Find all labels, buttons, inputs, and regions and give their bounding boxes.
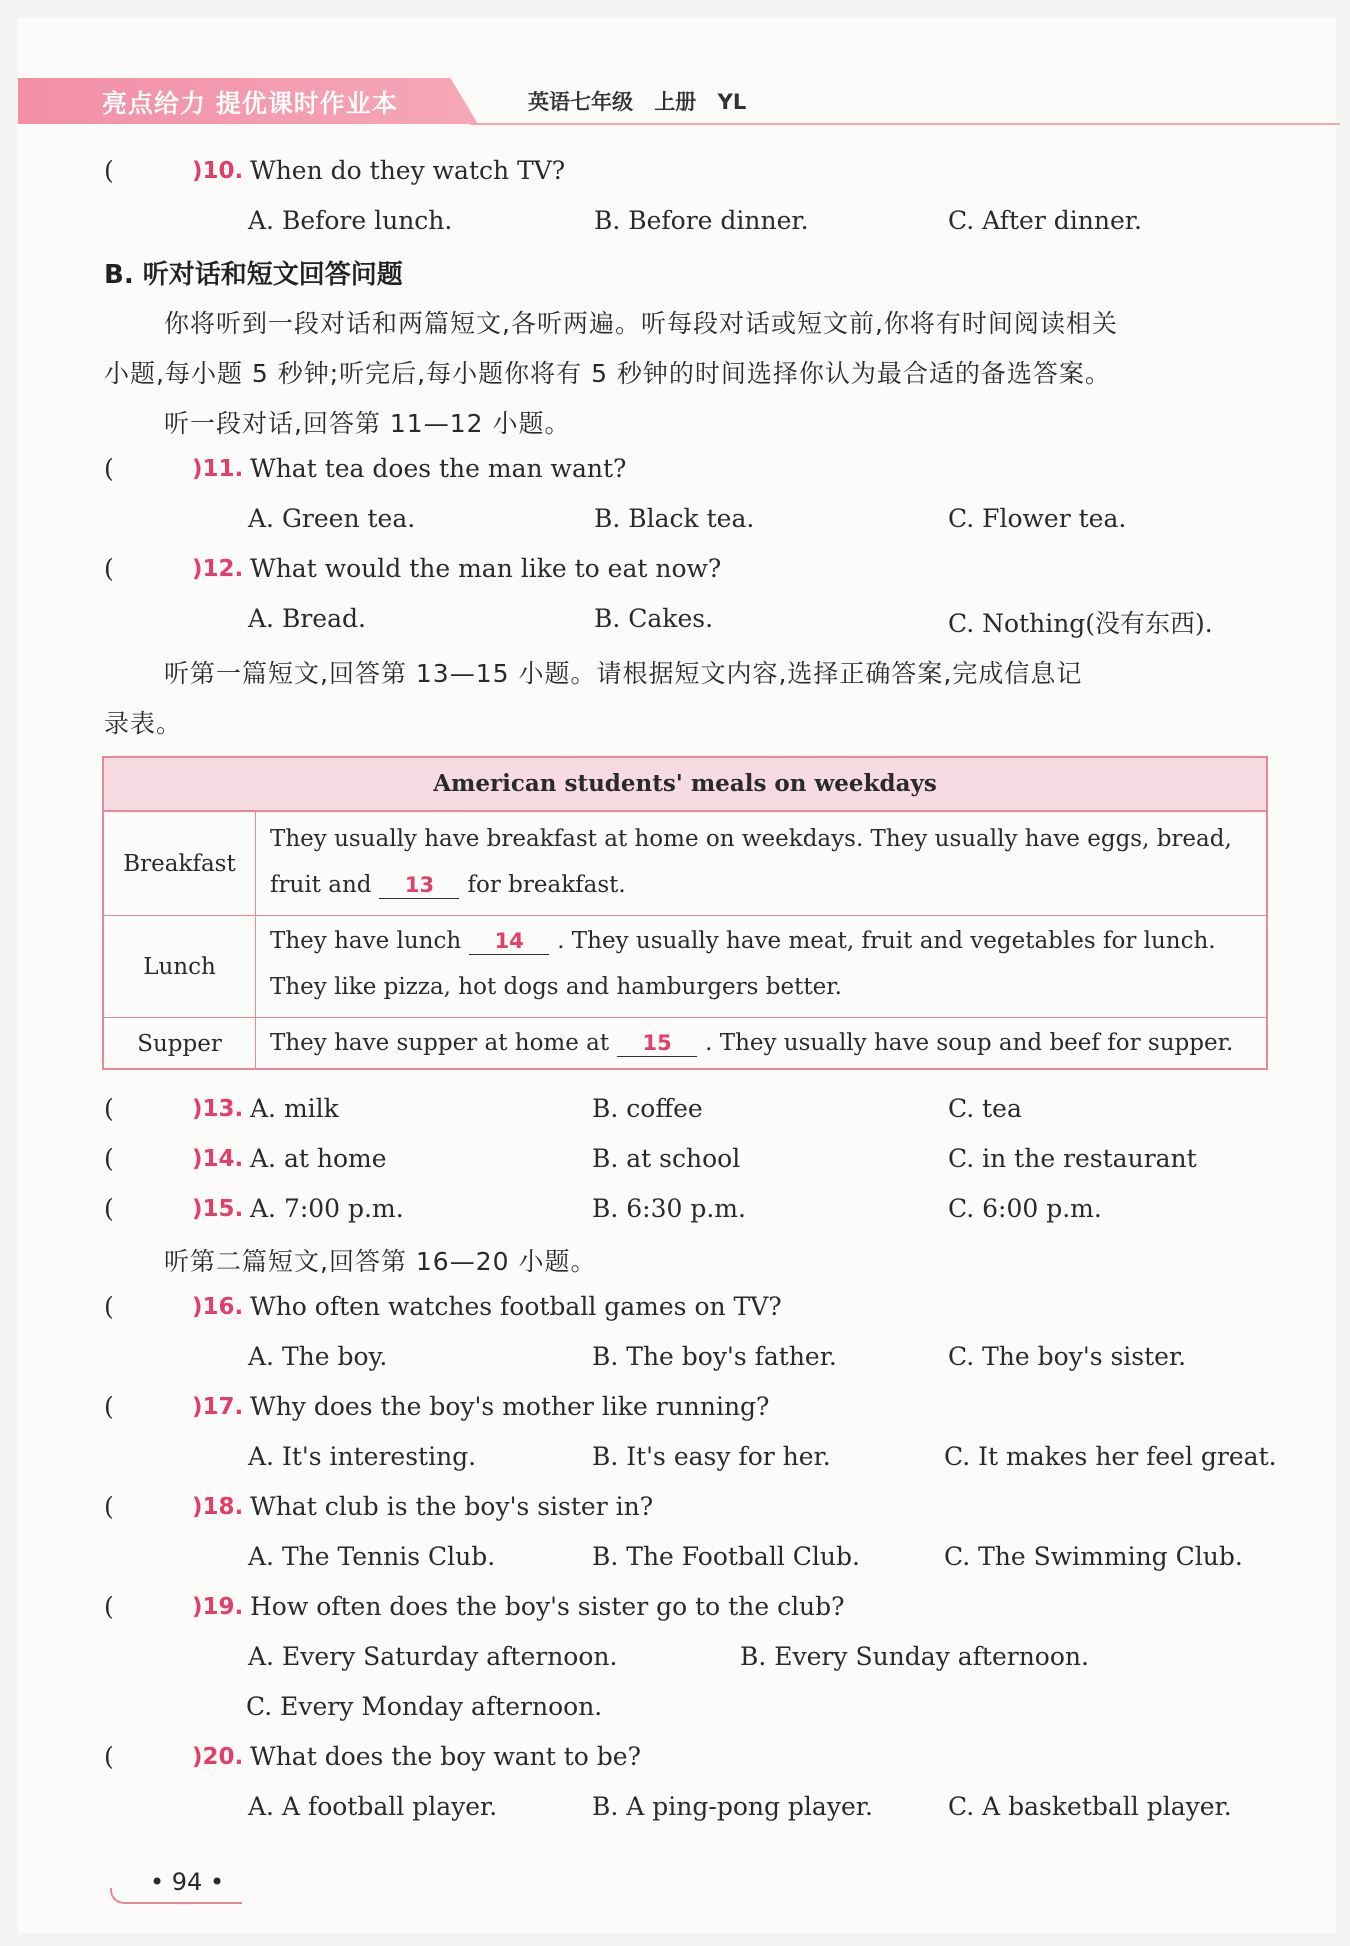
row-label: Lunch (104, 916, 256, 1017)
table-row-supper (104, 1018, 1266, 1070)
blank-14: 14 (469, 928, 549, 955)
passage2-intro: 听第二篇短文,回答第 16—20 小题。 (164, 1247, 597, 1276)
page-number: • 94 • (150, 1868, 225, 1896)
option-c: C. tea (948, 1094, 1022, 1123)
question-number: )11. (192, 456, 244, 482)
question-number: )14. (192, 1146, 244, 1172)
option-a: A. The boy. (248, 1342, 388, 1371)
blank-13: 13 (379, 872, 459, 899)
option-a: A. Every Saturday afternoon. (248, 1642, 618, 1671)
option-b: B. Cakes. (594, 604, 714, 633)
instructions-line-1: 你将听到一段对话和两篇短文,各听两遍。听每段对话或短文前,你将有时间阅读相关 (164, 309, 1118, 338)
option-a: A. Green tea. (248, 504, 416, 533)
option-a: A. It's interesting. (248, 1442, 477, 1471)
option-a: A. A football player. (248, 1792, 498, 1821)
option-b: B. The Football Club. (592, 1542, 860, 1571)
question-text: Why does the boy's mother like running? (250, 1392, 770, 1421)
question-number: )20. (192, 1744, 244, 1770)
question-text: How often does the boy's sister go to the club? (250, 1592, 845, 1621)
passage1-intro-line-1: 听第一篇短文,回答第 13—15 小题。请根据短文内容,选择正确答案,完成信息记 (164, 659, 1083, 688)
question-text: What would the man like to eat now? (250, 554, 722, 583)
question-number: )16. (192, 1294, 244, 1320)
answer-paren-open: ( (104, 1144, 114, 1173)
option-c: C. The boy's sister. (948, 1342, 1187, 1371)
option-a: A. 7:00 p.m. (250, 1194, 404, 1223)
option-b: B. A ping-pong player. (592, 1792, 873, 1821)
text-segment: fruit and (270, 872, 372, 898)
row-label: Supper (104, 1018, 256, 1070)
question-text: What tea does the man want? (250, 454, 627, 483)
instructions-line-2: 小题,每小题 5 秒钟;听完后,每小题你将有 5 秒钟的时间选择你认为最合适的备选答案。 (104, 359, 1111, 388)
text-segment: They have lunch (270, 928, 462, 954)
row-text (270, 928, 1216, 955)
option-b: B. Black tea. (594, 504, 755, 533)
answer-paren-open: ( (104, 1742, 114, 1771)
blank-15: 15 (617, 1030, 697, 1057)
dialog-intro: 听一段对话,回答第 11—12 小题。 (164, 409, 571, 438)
option-c: C. A basketball player. (948, 1792, 1232, 1821)
answer-paren-open: ( (104, 1292, 114, 1321)
text-segment: for breakfast. (467, 872, 626, 898)
option-a: A. Bread. (248, 604, 366, 633)
question-number: )19. (192, 1594, 244, 1620)
answer-paren-open: ( (104, 454, 114, 483)
option-b: B. It's easy for her. (592, 1442, 831, 1471)
option-b: B. at school (592, 1144, 741, 1173)
answer-paren-open: ( (104, 554, 114, 583)
row-text (270, 872, 626, 899)
table-row-breakfast (104, 812, 1266, 916)
table-row-lunch (104, 916, 1266, 1018)
text-segment: . They usually have soup and beef for supper. (705, 1030, 1234, 1056)
question-text: What club is the boy's sister in? (250, 1492, 654, 1521)
question-number: )13. (192, 1096, 244, 1122)
row-text (270, 1030, 1233, 1057)
text-segment: They have supper at home at (270, 1030, 610, 1056)
option-b: B. coffee (592, 1094, 703, 1123)
option-a: A. The Tennis Club. (248, 1542, 496, 1571)
header-brand: 亮点给力 提优课时作业本 (102, 89, 398, 118)
question-number: )15. (192, 1196, 244, 1222)
option-a: A. Before lunch. (248, 206, 453, 235)
question-number: )17. (192, 1394, 244, 1420)
text-segment: . They usually have meat, fruit and vegetables for lunch. (557, 928, 1216, 954)
row-text: They like pizza, hot dogs and hamburgers better. (270, 974, 842, 1000)
answer-paren-open: ( (104, 1492, 114, 1521)
option-c: C. Flower tea. (948, 504, 1127, 533)
option-c: C. Every Monday afternoon. (246, 1692, 603, 1721)
option-b: B. The boy's father. (592, 1342, 837, 1371)
question-text: When do they watch TV? (250, 156, 566, 185)
question-number: )12. (192, 556, 244, 582)
section-b-title: B. 听对话和短文回答问题 (104, 260, 403, 290)
option-c: C. It makes her feel great. (944, 1442, 1277, 1471)
row-label: Breakfast (104, 812, 256, 915)
answer-paren-open: ( (104, 1094, 114, 1123)
option-b: B. 6:30 p.m. (592, 1194, 746, 1223)
option-c: C. The Swimming Club. (944, 1542, 1243, 1571)
option-c: C. Nothing(没有东西). (948, 609, 1213, 638)
answer-paren-open: ( (104, 1194, 114, 1223)
option-c: C. in the restaurant (948, 1144, 1197, 1173)
question-number: )10. (192, 158, 244, 184)
meals-table (102, 756, 1268, 1070)
answer-paren-open: ( (104, 156, 114, 185)
option-b: B. Every Sunday afternoon. (740, 1642, 1089, 1671)
header-subject: 英语七年级 上册 YL (528, 90, 747, 114)
option-b: B. Before dinner. (594, 206, 809, 235)
question-text: What does the boy want to be? (250, 1742, 641, 1771)
option-a: A. at home (250, 1144, 387, 1173)
option-c: C. After dinner. (948, 206, 1142, 235)
row-text: They usually have breakfast at home on weekdays. They usually have eggs, bread, (270, 826, 1232, 852)
header-divider (470, 123, 1340, 125)
question-text: Who often watches football games on TV? (250, 1292, 782, 1321)
answer-paren-open: ( (104, 1392, 114, 1421)
question-number: )18. (192, 1494, 244, 1520)
option-c: C. 6:00 p.m. (948, 1194, 1102, 1223)
table-title: American students' meals on weekdays (104, 758, 1266, 812)
passage1-intro-line-2: 录表。 (104, 709, 183, 738)
answer-paren-open: ( (104, 1592, 114, 1621)
option-a: A. milk (250, 1094, 339, 1123)
